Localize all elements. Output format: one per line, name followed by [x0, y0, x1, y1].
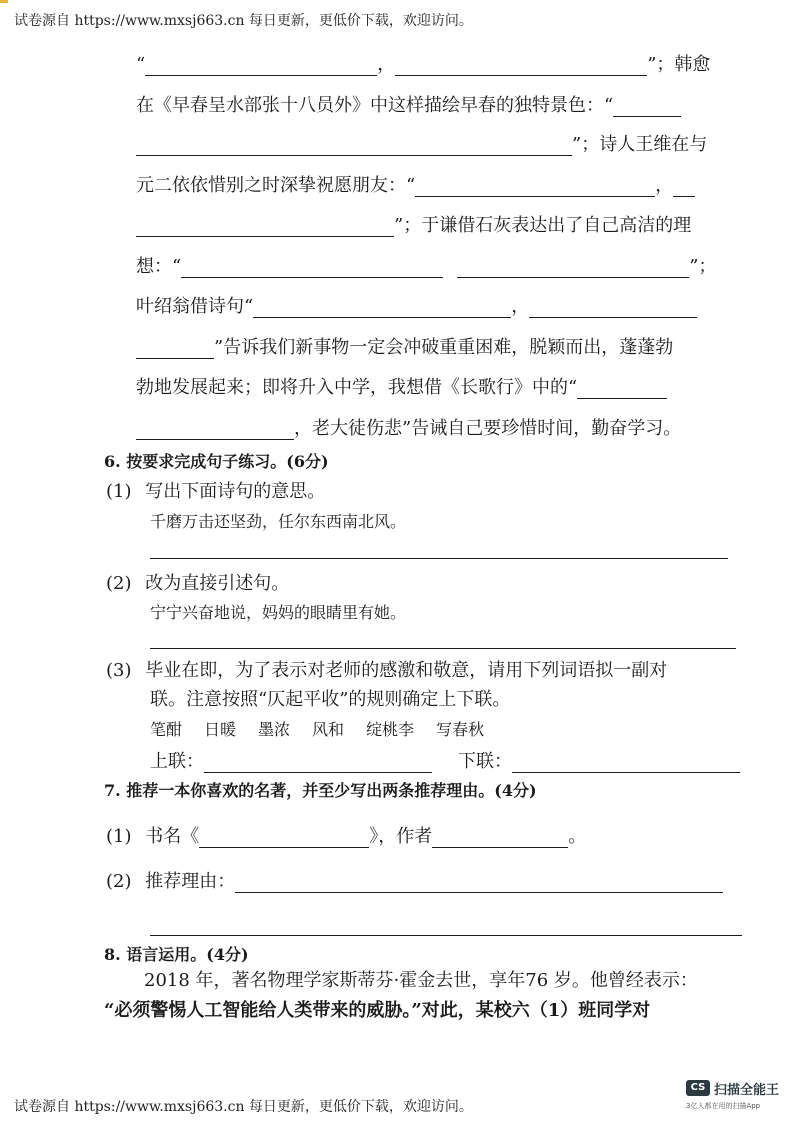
q6-item-2: (2) 改为直接引述句。 [106, 573, 290, 594]
q8-paragraph-1: 2018 年，著名物理学家斯蒂芬·霍金去世，享年76 岁。他曾经表示： [144, 970, 698, 991]
q5-line-4: 元二依依惜别之时深挚祝愿朋友：“ ， [136, 175, 695, 197]
question-8-title: 8. 语言运用。(4分) [104, 945, 249, 964]
answer-blank[interactable] [136, 421, 294, 440]
word-item: 风和 [312, 720, 345, 739]
q8-paragraph-2: “必须警惕人工智能给人类带来的威胁。”对此，某校六（1）班同学对 [104, 1000, 651, 1021]
word-item: 写春秋 [436, 720, 485, 739]
scanner-app-name: 扫描全能王 [714, 1083, 780, 1098]
answer-blank[interactable] [395, 57, 647, 76]
answer-blank[interactable] [181, 259, 443, 278]
q6-item-1: (1) 写出下面诗句的意思。 [106, 481, 326, 502]
q5-line-7: 叶绍翁借诗句“ ， [136, 296, 697, 318]
q5-line-6: 想：“ ”； [136, 256, 717, 277]
word-item: 绽桃李 [366, 720, 415, 739]
answer-blank[interactable] [145, 57, 377, 76]
lower-couplet-blank[interactable] [512, 754, 740, 773]
answer-blank[interactable] [415, 178, 655, 197]
scan-corner-mark [0, 0, 8, 3]
answer-blank[interactable] [457, 259, 689, 278]
q7-item-2: (2) 推荐理由： [106, 871, 723, 893]
scanner-app-logo: CS [686, 1080, 710, 1096]
answer-blank[interactable] [577, 380, 667, 399]
answer-line[interactable] [150, 935, 742, 936]
q5-line-3: ”；诗人王维在与 [136, 134, 707, 156]
word-item: 墨浓 [258, 720, 291, 739]
author-blank[interactable] [432, 829, 568, 848]
q5-line-5: ”；于谦借石灰表达出了自己高洁的理 [136, 215, 691, 237]
footer-source-text: 试卷源自 https://www.mxsj663.cn 每日更新，更低价下载，欢迎访问。 [14, 1099, 473, 1115]
reason-blank[interactable] [235, 874, 723, 893]
answer-blank[interactable] [673, 178, 695, 197]
q6-item-2-sentence: 宁宁兴奋地说，妈妈的眼睛里有她。 [150, 603, 407, 622]
answer-blank[interactable] [136, 340, 214, 359]
answer-blank[interactable] [136, 137, 572, 156]
upper-couplet: 上联： [150, 751, 432, 773]
answer-blank[interactable] [529, 299, 697, 318]
answer-blank[interactable] [253, 299, 511, 318]
book-title-blank[interactable] [199, 829, 369, 848]
scanner-app-tagline: 3亿人都在用的扫描App [686, 1102, 761, 1110]
answer-line[interactable] [150, 648, 736, 649]
word-item: 笔酣 [150, 720, 183, 739]
q6-item-3-rule: 联。注意按照“仄起平收”的规则确定上下联。 [150, 689, 511, 710]
q6-item-1-poem: 千磨万击还坚劲，任尔东西南北风。 [150, 512, 407, 531]
q5-line-8: ”告诉我们新事物一定会冲破重重困难，脱颖而出，蓬蓬勃 [136, 337, 673, 359]
lower-couplet: 下联： [458, 751, 740, 773]
couplet-word-list [150, 720, 506, 740]
q7-item-1: (1) 书名《 》，作者 。 [106, 826, 587, 847]
answer-blank[interactable] [613, 98, 681, 117]
q5-line-1: “ ， ”；韩愈 [136, 54, 711, 75]
upper-couplet-blank[interactable] [204, 754, 432, 773]
q5-line-2: 在《早春呈水部张十八员外》中这样描绘早春的独特景色：“ [136, 95, 681, 117]
word-item: 日暖 [204, 720, 237, 739]
q5-line-9: 勃地发展起来；即将升入中学，我想借《长歌行》中的“ [136, 377, 667, 399]
q5-line-10: ，老大徒伤悲”告诫自己要珍惜时间，勤奋学习。 [136, 418, 681, 440]
question-7-title: 7. 推荐一本你喜欢的名著，并至少写出两条推荐理由。(4分) [104, 781, 537, 800]
question-6-title: 6. 按要求完成句子练习。(6分) [104, 452, 329, 471]
q6-item-3: (3) 毕业在即，为了表示对老师的感激和敬意，请用下列词语拟一副对 [106, 660, 668, 681]
answer-blank[interactable] [136, 218, 394, 237]
answer-line[interactable] [150, 558, 728, 559]
header-source-text: 试卷源自 https://www.mxsj663.cn 每日更新，更低价下载，欢迎访问。 [14, 13, 473, 29]
